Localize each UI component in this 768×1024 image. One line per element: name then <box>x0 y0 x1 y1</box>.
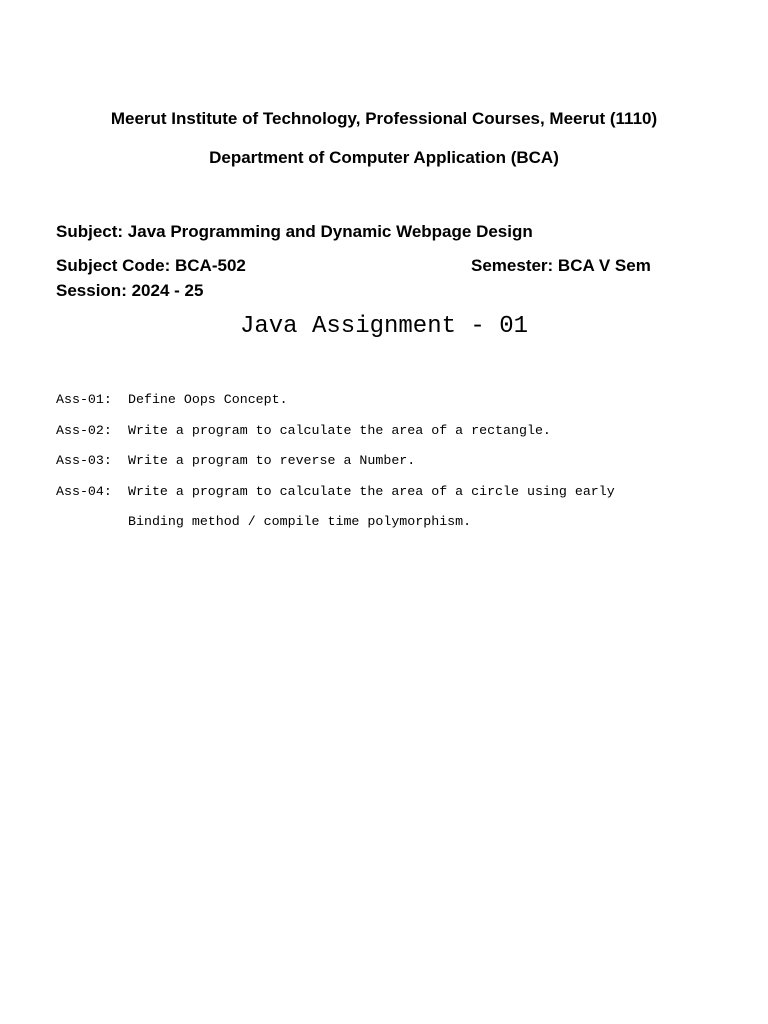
assignment-item <box>56 385 615 416</box>
assignment-text <box>128 416 551 447</box>
assignment-id: Ass-03: <box>56 453 112 468</box>
department-heading: Department of Computer Application (BCA) <box>209 148 559 167</box>
assignment-item <box>56 416 615 447</box>
assignment-text <box>128 385 288 416</box>
assignment-item <box>56 477 615 538</box>
assignment-text <box>128 477 615 538</box>
assignment-text-line: Write a program to calculate the area of a rectangle. <box>128 422 551 438</box>
institute-heading: Meerut Institute of Technology, Professional Courses, Meerut (1110) <box>110 109 658 128</box>
semester: Semester: BCA V Sem <box>471 256 651 275</box>
subject-line: Subject: Java Programming and Dynamic Webpage Design <box>56 222 533 241</box>
assignment-text-line: Write a program to reverse a Number. <box>128 453 416 468</box>
assignment-list <box>56 385 615 538</box>
assignment-item <box>56 446 615 477</box>
assignment-text-line: Define Oops Concept. <box>128 392 288 407</box>
session: Session: 2024 - 25 <box>56 281 204 300</box>
assignment-id: Ass-02: <box>56 422 112 438</box>
assignment-id: Ass-04: <box>56 483 112 499</box>
assignment-text-line: Write a program to calculate the area of a circle using early <box>128 483 615 499</box>
assignment-text-line: Binding method / compile time polymorphism. <box>128 514 472 529</box>
assignment-text <box>128 446 415 477</box>
assignment-title: Java Assignment - 01 <box>239 313 529 340</box>
assignment-id: Ass-01: <box>56 392 112 407</box>
subject-code: Subject Code: BCA-502 <box>56 256 246 275</box>
